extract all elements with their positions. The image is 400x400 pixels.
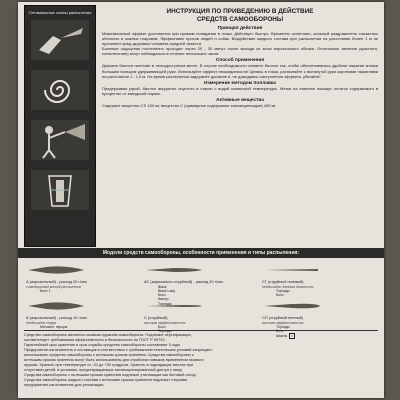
section-float-text: Предержавая рукой, баллон аккуратно опустить в стакан с водой комнатной температуры. Метки на этикетке покажут остаток содержимого в процентах от заводской нормы. <box>102 85 378 96</box>
footer-divider <box>24 330 378 331</box>
page-title: ИНСТРУКЦИЯ ПО ПРИВЕДЕНИЮ В ДЕЙСТВИЕ <box>166 8 314 15</box>
models-banner: Модели средств самообороны, особенности применения и типы распыления: <box>18 248 384 258</box>
model-name: Black <box>158 284 167 289</box>
footer-line: Средства самообороны с истекшим сроком хранения подлежат утилизации как бытовой отход. <box>24 372 197 377</box>
spray-hand-icon <box>31 20 89 60</box>
section-float-title: Измерение методом поплавка <box>204 80 276 86</box>
spiral-icon <box>31 70 89 110</box>
model-name: Босс <box>276 292 284 297</box>
spray-foam-icon <box>262 301 322 311</box>
model-name: Black Lady <box>158 288 176 293</box>
section-principle-title: Принцип действия <box>217 26 263 31</box>
page-subtitle: СРЕДСТВ САМООБОРОНЫ <box>196 16 284 23</box>
model-caption: А (аэрозольный) - расход 20 г/сек <box>26 279 87 284</box>
footer-line: отсутствии детей, в условиях, предотвращающих несанкционированный доступ к нему. <box>24 367 183 372</box>
model-name: Босс <box>158 293 166 298</box>
model-name: Болт 1 <box>40 288 51 293</box>
model-cell-c <box>144 298 230 332</box>
model-caption: А (аэрозольный) - расход 10 г/сек <box>26 315 87 320</box>
model-name: Торнадо <box>158 301 172 306</box>
model-name: Мгновен. перцов. <box>40 324 69 329</box>
model-subcaption: необычайно струя <box>26 320 57 325</box>
footer-line: использовать средство самообороны с истекшим сроком хранения. Средства самообороны с <box>24 352 194 357</box>
model-name: Кактус <box>158 297 169 302</box>
model-cell-a20 <box>26 262 112 296</box>
spray-cone-icon <box>26 265 86 275</box>
section-substances-title: Активные вещества <box>216 97 264 103</box>
section-usage-text: Держите баллон наготове в легкодоступном месте. В случае необходимости снимите баллон так, чтобы обеспечивалась удобное нажатие кнопки большим пальцем удерживающей руки. Используйте эффект неожиданности! Целясь в глаза, распыляйте с вытянутой руки короткими нажатиями на расстоянии 1 - 1,5 м. На время распыления задержите дыхание и, не дожидаясь наступления эффекта, убегайте! <box>102 63 378 79</box>
schemes-column <box>24 5 96 247</box>
footer-line: Гарантийный срок хранения и срок службы средства самообороны составляют 3 года. <box>24 342 181 347</box>
instructions <box>102 8 378 108</box>
footer-line: предприятию-изготовителю для утилизации. <box>24 382 105 387</box>
spray-cone-icon <box>26 301 86 311</box>
checkbox-icon: ✓ <box>289 333 295 339</box>
footer-line: истекшим сроком хранения могут быть использованы для отработки навыков применения газового <box>24 357 204 362</box>
water-glass-icon <box>31 170 89 210</box>
schemes-header: Оптимальные схемы распыления <box>28 10 92 15</box>
model-name: Торнадо <box>276 288 290 293</box>
section-principle-text: Максимальный эффект достигается при прямом попадании в глаза. Действует быстро. Временно ослепляет, сильный раздражитель слизистых оболочек и кожных покровов. Эффективно против людей и собак. Воздействие жидкого состава при распылении на расстоянии более 1 м не причиняет вред здоровью человека средней тяжести. <box>102 31 378 47</box>
model-cell-a10 <box>26 298 112 332</box>
model-subcaption: высокая эффективность <box>144 320 186 325</box>
checked-model-label: Шмель <box>276 334 288 339</box>
spray-jet-icon <box>144 301 204 311</box>
section-effect-text: Болевые ощущения постепенно проходят через 20 - 30 минут после выхода из зоны аэрозольного облака. Остаточные явления (краснота, слезотечение) могут наблюдаться в течение нескольких часов. <box>102 46 378 57</box>
footer-line: оружия. Хранить при температуре от -20 до +50 градусов. Хранить в подходящих местах при <box>24 362 193 367</box>
model-subcaption: стандартный метод распыления <box>26 284 81 289</box>
model-caption: С (струйный) <box>144 315 168 320</box>
model-name: Торнадо <box>158 328 172 333</box>
section-substances-text: Содержит вещество CS 150 мг, вещество С (суммарное содержание капсаициноидов) 400 мг. <box>102 102 277 108</box>
model-cell-sg <box>262 262 348 296</box>
model-name: Босс <box>158 324 166 329</box>
spray-jet-icon <box>144 265 204 275</box>
model-caption: АС (аэрозольно-струйный) - расход 20 г/сек <box>144 279 224 284</box>
footer-line: Средства самообороны жидкого состава с истекшим сроком хранения подлежат отправке <box>24 377 188 382</box>
footer-line: Предприятие-изготовитель и поставщик в соответствии с требованием технических условий запрещает <box>24 347 213 352</box>
model-subcaption: необычайно далёкая дальность <box>262 284 314 289</box>
footer-line: соответствует требованиям эффективности и безопасности по ГОСТ Р 50743. <box>24 337 166 342</box>
model-cell-ac20 <box>144 262 230 306</box>
model-caption: СП (струйный пенный) <box>262 315 303 320</box>
model-cell-sp <box>262 298 348 339</box>
footer <box>24 332 378 387</box>
model-subcaption: высокая эффективность <box>262 320 304 325</box>
model-name: Торнадо <box>276 324 290 329</box>
section-usage-title: Способ применения <box>215 58 265 64</box>
instruction-sheet <box>18 2 384 398</box>
spray-gel-icon <box>262 265 322 275</box>
model-name: Босс <box>276 328 284 333</box>
person-spray-icon <box>31 120 89 160</box>
footer-line: Средство самообороны является газовым оружием самообороны. Подлежит сертификации, <box>24 332 192 337</box>
model-caption: СГ (струйный гелевый) <box>262 279 304 284</box>
